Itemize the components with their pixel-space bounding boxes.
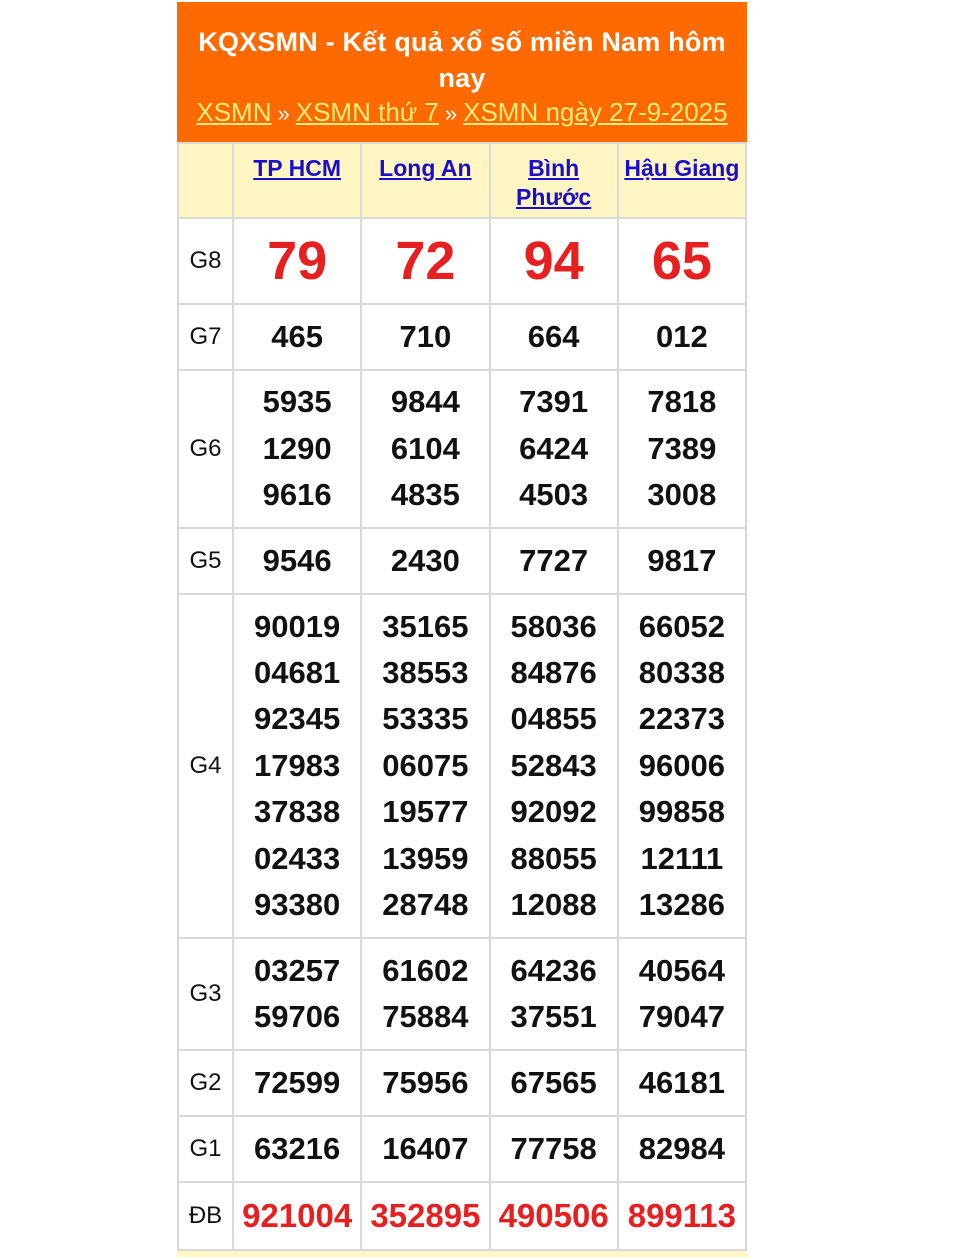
result-number: 17983: [254, 747, 341, 783]
result-cell: [490, 370, 618, 528]
result-number: 79: [267, 231, 328, 291]
prize-label: G6: [178, 370, 233, 528]
result-number: 58036: [510, 608, 597, 644]
result-cell: [490, 1182, 618, 1250]
prize-row-g5: [178, 528, 746, 594]
result-cell: [618, 218, 746, 304]
breadcrumb-xsmn-saturday[interactable]: XSMN thứ 7: [295, 97, 439, 127]
result-number: 490506: [498, 1196, 609, 1234]
result-number: 63216: [254, 1130, 341, 1166]
prize-row-g1: [178, 1116, 746, 1182]
result-number: 99858: [638, 794, 725, 830]
result-number: 6104: [390, 430, 460, 466]
result-number: 06075: [382, 747, 469, 783]
result-cell: [361, 370, 489, 528]
result-number: 82984: [638, 1130, 725, 1166]
result-number: 03257: [254, 952, 341, 988]
province-cell: [618, 143, 746, 218]
province-link-hau-giang[interactable]: Hậu Giang: [624, 155, 740, 181]
result-number: 59706: [254, 999, 341, 1034]
result-cell: [233, 1182, 361, 1250]
result-number: 46181: [638, 1064, 725, 1100]
result-cell: [361, 1050, 489, 1116]
result-number: 92092: [510, 794, 597, 830]
result-cell: [490, 304, 618, 370]
result-number: 02433: [254, 840, 341, 876]
table-footer-bar: [177, 1251, 747, 1257]
province-link-tp-hcm[interactable]: TP HCM: [253, 155, 341, 181]
result-cell: [361, 1116, 489, 1182]
result-cell: [490, 938, 618, 1050]
result-cell: [233, 304, 361, 370]
prize-label: G1: [178, 1116, 233, 1182]
result-cell: [233, 218, 361, 304]
result-number: 7727: [519, 542, 589, 578]
result-number: 04855: [510, 701, 597, 737]
prize-label: G3: [178, 938, 233, 1050]
prize-label: G7: [178, 304, 233, 370]
result-cell: [490, 218, 618, 304]
result-number: 7389: [647, 430, 717, 466]
result-cell: [361, 938, 489, 1050]
result-number: 664: [527, 318, 580, 354]
province-cell: [361, 143, 489, 218]
result-cell: [490, 528, 618, 594]
result-number: 465: [271, 318, 323, 354]
result-number: 22373: [638, 701, 725, 737]
prize-label: G2: [178, 1050, 233, 1116]
province-cell: [490, 143, 618, 218]
result-number: 88055: [510, 840, 597, 876]
result-cell: [618, 594, 746, 938]
result-number: 64236: [510, 952, 597, 988]
result-cell: [361, 218, 489, 304]
result-number: 6424: [519, 430, 589, 466]
breadcrumb-xsmn-date[interactable]: XSMN ngày 27-9-2025: [463, 97, 728, 127]
prize-row-g6: [178, 370, 746, 528]
prize-rows: [178, 218, 746, 1250]
result-number: 77758: [510, 1130, 597, 1166]
result-cell: [618, 1182, 746, 1250]
breadcrumb-separator: »: [277, 101, 290, 126]
result-cell: [618, 304, 746, 370]
result-number: 7818: [647, 384, 717, 420]
prize-row-g7: [178, 304, 746, 370]
result-number: 12111: [640, 840, 724, 876]
result-cell: [618, 938, 746, 1050]
results-card: [177, 2, 747, 1257]
result-cell: [618, 1116, 746, 1182]
result-cell: [490, 1050, 618, 1116]
result-number: 38553: [382, 654, 469, 690]
result-cell: [490, 594, 618, 938]
result-number: 9616: [262, 477, 332, 513]
result-cell: [233, 1116, 361, 1182]
result-number: 67565: [510, 1064, 597, 1100]
result-number: 93380: [254, 887, 341, 923]
results-table: [177, 142, 747, 1251]
result-number: 9844: [390, 384, 460, 420]
prize-row-g8: [178, 218, 746, 304]
province-header-row: [178, 143, 746, 218]
province-link-binh-phuoc[interactable]: Bình Phước: [516, 155, 592, 210]
result-number: 13286: [638, 887, 725, 923]
result-number: 1290: [262, 430, 332, 466]
result-number: 80338: [638, 654, 725, 690]
result-cell: [361, 304, 489, 370]
prize-row-đb: [178, 1182, 746, 1250]
result-number: 72: [395, 231, 456, 291]
result-number: 75884: [382, 999, 469, 1034]
result-number: 84876: [510, 654, 597, 690]
result-number: 94: [523, 231, 584, 291]
result-cell: [618, 370, 746, 528]
result-number: 352895: [370, 1196, 481, 1234]
result-number: 61602: [382, 952, 469, 988]
result-number: 921004: [242, 1196, 353, 1234]
result-cell: [361, 1182, 489, 1250]
prize-row-g4: [178, 594, 746, 938]
result-number: 4503: [519, 477, 589, 513]
result-cell: [361, 594, 489, 938]
breadcrumb: [177, 96, 747, 130]
result-number: 9817: [647, 542, 717, 578]
result-cell: [233, 370, 361, 528]
result-number: 19577: [382, 794, 469, 830]
result-number: 35165: [382, 608, 469, 644]
result-number: 4835: [390, 477, 460, 513]
result-cell: [233, 528, 361, 594]
result-number: 40564: [638, 952, 725, 988]
result-number: 72599: [254, 1064, 341, 1100]
result-cell: [618, 528, 746, 594]
result-number: 92345: [254, 701, 341, 737]
result-cell: [490, 1116, 618, 1182]
result-number: 899113: [627, 1196, 737, 1234]
result-cell: [233, 1050, 361, 1116]
result-number: 37551: [510, 999, 597, 1034]
result-number: 2430: [390, 542, 460, 578]
result-cell: [361, 528, 489, 594]
result-number: 12088: [510, 887, 597, 923]
result-number: 96006: [638, 747, 725, 783]
breadcrumb-separator: »: [444, 101, 458, 126]
result-cell: [233, 938, 361, 1050]
prize-label: G5: [178, 528, 233, 594]
result-number: 5935: [262, 384, 332, 420]
result-number: 13959: [382, 840, 469, 876]
result-cell: [233, 594, 361, 938]
result-number: 75956: [382, 1064, 469, 1100]
prize-label: G8: [178, 218, 233, 304]
result-number: 52843: [510, 747, 597, 783]
result-number: 37838: [254, 794, 341, 830]
result-number: 90019: [254, 608, 341, 644]
prize-row-g2: [178, 1050, 746, 1116]
page-title: KQXSMN - Kết quả xổ số miền Nam hôm nay: [198, 27, 726, 93]
breadcrumb-xsmn[interactable]: XSMN: [196, 97, 272, 127]
result-number: 65: [651, 231, 712, 291]
result-number: 012: [656, 318, 708, 354]
result-cell: [618, 1050, 746, 1116]
results-header: [177, 2, 747, 142]
province-link-long-an[interactable]: Long An: [379, 155, 472, 181]
prize-row-g3: [178, 938, 746, 1050]
result-number: 710: [399, 318, 452, 354]
prize-label: ĐB: [178, 1182, 233, 1250]
result-number: 79047: [638, 999, 725, 1034]
result-number: 7391: [519, 384, 589, 420]
result-number: 28748: [382, 887, 469, 923]
result-number: 3008: [647, 477, 717, 513]
corner-cell: [178, 143, 233, 218]
prize-label: G4: [178, 594, 233, 938]
result-number: 53335: [382, 701, 469, 737]
province-cell: [233, 143, 361, 218]
result-number: 9546: [262, 542, 332, 578]
result-number: 66052: [638, 608, 725, 644]
result-number: 16407: [382, 1130, 469, 1166]
result-number: 04681: [254, 654, 341, 690]
